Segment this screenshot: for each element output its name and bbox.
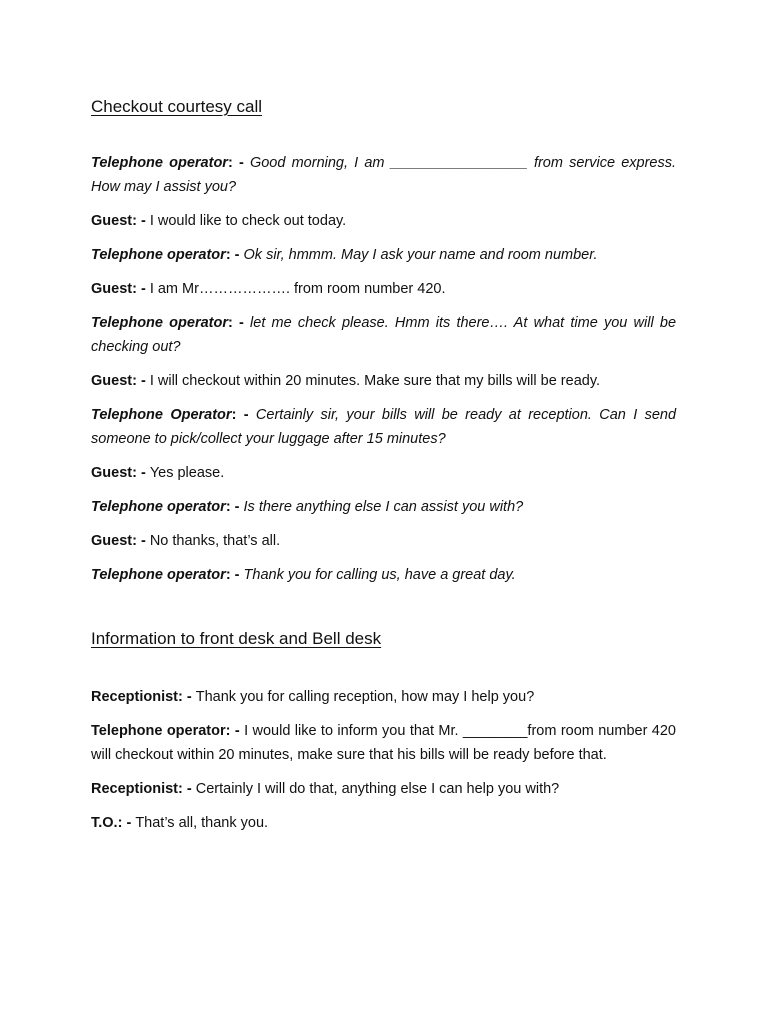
speaker-separator: - (122, 815, 136, 831)
speech-text: Certainly sir, your bills will be ready at reception. Can I send someone to pick/collect your luggage after 15 minutes? (91, 407, 677, 447)
speaker-separator: : - (225, 247, 244, 263)
speech-text: Yes please. (149, 465, 225, 481)
section-front-desk-info (91, 626, 676, 835)
speaker-label: T.O.: (91, 815, 123, 831)
speaker-separator: : - (225, 567, 244, 583)
speaker-separator: - (182, 781, 196, 797)
dialogue-line (91, 277, 676, 301)
speaker-label: Guest: (91, 281, 137, 297)
dialogue-line (91, 529, 676, 553)
speech-text: I will checkout within 20 minutes. Make sure that my bills will be ready. (149, 373, 601, 389)
dialogue-line (91, 811, 676, 835)
dialogue-line (91, 685, 676, 709)
section-heading: Checkout courtesy call (91, 97, 263, 116)
speaker-label: Guest: (91, 465, 137, 481)
speaker-separator: - (136, 213, 150, 229)
speech-text: Ok sir, hmmm. May I ask your name and room number. (243, 247, 598, 263)
dialogue-line (91, 209, 676, 233)
speaker-separator: - (136, 281, 150, 297)
speech-text: I am Mr………………. from room number 420. (149, 281, 446, 297)
speaker-separator: - (136, 465, 150, 481)
section-checkout-courtesy-call (91, 94, 676, 587)
speaker-separator: : - (227, 155, 250, 171)
speaker-label: Telephone Operator (91, 407, 232, 423)
speech-text: I would like to check out today. (149, 213, 347, 229)
speaker-label: Guest: (91, 213, 137, 229)
speaker-separator: : - (225, 499, 244, 515)
dialogue-line (91, 403, 676, 451)
dialogue-line (91, 495, 676, 519)
dialogue-list (91, 151, 676, 587)
speaker-label: Telephone operator (91, 155, 228, 171)
speaker-separator: - (182, 689, 196, 705)
dialogue-line (91, 461, 676, 485)
speaker-separator: : - (227, 315, 251, 331)
speaker-label: Telephone operator (91, 499, 226, 515)
speaker-label: Guest: (91, 373, 137, 389)
speech-text: That’s all, thank you. (135, 815, 269, 831)
dialogue-line (91, 563, 676, 587)
speech-text: Certainly I will do that, anything else I can help you with? (195, 781, 560, 797)
dialogue-line (91, 151, 676, 199)
speaker-label: Telephone operator (91, 315, 228, 331)
speaker-label: Guest: (91, 533, 137, 549)
speech-text: Thank you for calling reception, how may I help you? (195, 689, 535, 705)
dialogue-line (91, 719, 676, 767)
speaker-label: Telephone operator (91, 247, 226, 263)
speaker-label: Telephone operator (91, 567, 226, 583)
speaker-label: Receptionist: (91, 781, 183, 797)
section-heading: Information to front desk and Bell desk (91, 629, 382, 648)
speech-text: Is there anything else I can assist you with? (243, 499, 524, 515)
speaker-label: Telephone operator: (91, 723, 231, 739)
speaker-separator: : - (231, 407, 256, 423)
dialogue-list (91, 685, 676, 835)
dialogue-line (91, 243, 676, 267)
speaker-label: Receptionist: (91, 689, 183, 705)
speaker-separator: - (136, 373, 150, 389)
speaker-separator: - (136, 533, 150, 549)
speech-text: Thank you for calling us, have a great day. (243, 567, 516, 583)
dialogue-line (91, 777, 676, 801)
dialogue-line (91, 311, 676, 359)
speech-text: No thanks, that’s all. (149, 533, 281, 549)
speech-text: I would like to inform you that Mr. ________from room number 420 will checkout within 20 minutes, make sure that his bills will be ready before that. (91, 723, 676, 763)
dialogue-line (91, 369, 676, 393)
speaker-separator: - (230, 723, 245, 739)
speech-text: Good morning, I am _________________ from service express. How may I assist you? (91, 155, 677, 195)
speech-text: let me check please. Hmm its there…. At what time you will be checking out? (91, 315, 677, 355)
